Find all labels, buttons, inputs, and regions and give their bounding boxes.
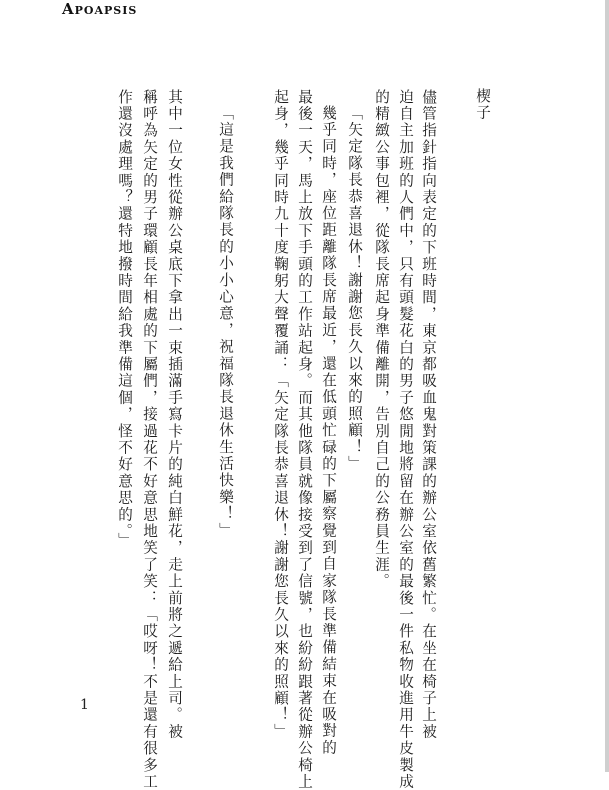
text-line: 稱呼為矢定的男子環顧長年相處的下屬們，接過花不好意思地笑了笑：「哎呀！不是還有很多工 (141, 89, 158, 790)
text-line: 儘管指針指向表定的下班時間，東京都吸血鬼對策課的辦公室依舊繁忙。在坐在椅子上被 (420, 89, 437, 741)
running-header-title: Apoapsis (62, 0, 138, 18)
text-line: 迫自主加班的人們中，只有頭髮花白的男子悠閒地將留在辦公室的最後一件私物收進用牛皮製成 (397, 89, 414, 790)
text-line: 幾乎同時，座位距離隊長席最近，還在低頭忙碌的下屬察覺到自家隊長準備結束在吸對的 (320, 105, 337, 757)
text-line: 其中一位女性從辦公桌底下拿出一束插滿手寫卡片的純白鮮花，走上前將之遞給上司。被 (166, 89, 183, 741)
page-edge (605, 0, 609, 772)
text-line: 起身，幾乎同時九十度鞠躬大聲覆誦：「矢定隊長恭喜退休！謝謝您長久以來的照顧！」 (272, 89, 289, 741)
page-number: 1 (80, 697, 89, 713)
dialogue-line: 「這是我們給隊長的小小心意，祝福隊長退休生活快樂！」 (217, 105, 234, 540)
text-line: 最後一天，馬上放下手頭的工作站起身。而其他隊員就像接受到了信號，也紛紛跟著從辦公椅上 (296, 89, 313, 790)
chapter-title: 楔子 (474, 88, 491, 122)
dialogue-line: 「矢定隊長恭喜退休！謝謝您長久以來的照顧！」 (346, 105, 363, 473)
text-line: 作還沒處理嗎？還特地撥時間給我準備這個，怪不好意思的。」 (116, 89, 133, 550)
text-line: 的精緻公事包裡，從隊長席起身準備離開，告別自己的公務員生涯。 (373, 89, 390, 590)
